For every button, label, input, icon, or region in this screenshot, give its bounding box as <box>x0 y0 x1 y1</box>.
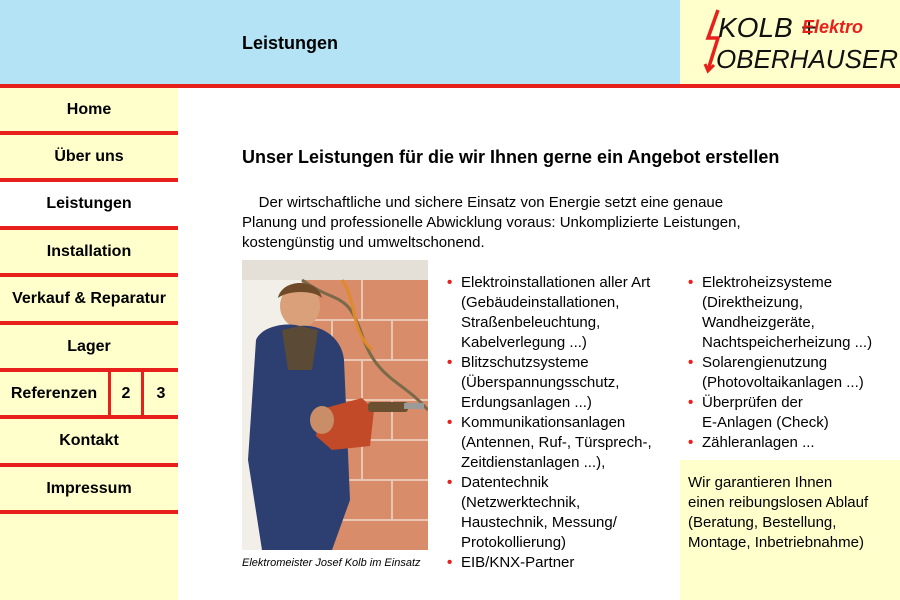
service-detail: Erdungsanlagen ...) <box>461 394 592 411</box>
guarantee-text <box>688 473 868 553</box>
service-detail: Zeitdienstanlagen ...), <box>461 454 606 471</box>
photo-caption: Elektromeister Josef Kolb im Einsatz <box>242 557 421 569</box>
nav-ueber-uns[interactable]: Über uns <box>0 135 178 178</box>
service-title: • Datentechnik <box>461 474 549 491</box>
intro-line: Der wirtschaftliche und sichere Einsatz von Energie setzt eine genaue <box>242 194 724 211</box>
nav-installation[interactable]: Installation <box>0 230 178 273</box>
service-detail: Straßenbeleuchtung, <box>461 314 601 331</box>
service-item <box>688 353 872 393</box>
service-detail: (Überspannungsschutz, <box>461 374 620 391</box>
service-item <box>447 553 652 573</box>
content-heading: Unser Leistungen für die wir Ihnen gerne ein Angebot erstellen <box>242 147 780 167</box>
service-title: • Elektroinstallationen aller Art <box>461 274 651 291</box>
service-detail: (Photovoltaikanlagen ...) <box>702 374 864 391</box>
service-detail: Wandheizgeräte, <box>702 314 815 331</box>
service-item <box>688 273 872 353</box>
logo-line1: KOLB + <box>718 12 817 43</box>
guarantee-box <box>680 460 900 600</box>
nav-impressum[interactable]: Impressum <box>0 467 178 510</box>
service-detail: (Direktheizung, <box>702 294 803 311</box>
intro-line: kostengünstig und umweltschonend. <box>242 234 485 251</box>
service-detail: E-Anlagen (Check) <box>702 414 829 431</box>
nav-lager[interactable]: Lager <box>0 325 178 368</box>
intro-line: Planung und professionelle Abwicklung voraus: Unkomplizierte Leistungen, <box>242 214 741 231</box>
nav-kontakt[interactable]: Kontakt <box>0 419 178 463</box>
service-detail: (Netzwerktechnik, <box>461 494 581 511</box>
service-detail: Nachtspeicherheizung ...) <box>702 334 873 351</box>
service-detail: Kabelverlegung ...) <box>461 334 587 351</box>
service-title: • Elektroheizsysteme <box>702 274 833 291</box>
service-title: • Überprüfen der <box>702 394 803 411</box>
page-title: Leistungen <box>242 33 339 53</box>
nav-leistungen[interactable]: Leistungen <box>0 182 178 226</box>
logo-elektro: Elektro <box>802 17 864 37</box>
guarantee-line: einen reibungslosen Ablauf <box>688 494 869 511</box>
service-detail: (Gebäudeinstallationen, <box>461 294 620 311</box>
service-title: • EIB/KNX-Partner <box>461 554 575 571</box>
electrician-photo <box>242 260 428 550</box>
service-detail: Protokollierung) <box>461 534 567 551</box>
logo-graphic <box>680 0 900 84</box>
service-detail: Haustechnik, Messung/ <box>461 514 617 531</box>
nav-referenzen[interactable]: Referenzen <box>0 372 108 415</box>
service-title: • Blitzschutzsysteme <box>461 354 589 371</box>
service-item <box>688 393 872 433</box>
nav-divider <box>0 510 178 514</box>
service-item <box>688 433 872 453</box>
service-title: • Kommunikationsanlagen <box>461 414 626 431</box>
company-logo[interactable] <box>680 0 900 84</box>
guarantee-line: Montage, Inbetriebnahme) <box>688 534 864 551</box>
service-item <box>447 473 652 553</box>
services-list-left <box>447 273 652 573</box>
guarantee-line: Wir garantieren Ihnen <box>688 474 833 491</box>
guarantee-line: (Beratung, Bestellung, <box>688 514 837 531</box>
logo-line2: OBERHAUSER <box>716 44 899 74</box>
intro-paragraph <box>242 193 822 253</box>
nav-home[interactable]: Home <box>0 88 178 131</box>
services-list-right <box>688 273 872 453</box>
service-item <box>447 353 652 413</box>
service-title: • Solarengienutzung <box>702 354 828 371</box>
service-item <box>447 273 652 353</box>
nav-referenzen-row <box>0 372 178 415</box>
service-item <box>447 413 652 473</box>
service-detail: (Antennen, Ruf-, Türsprech-, <box>461 434 652 451</box>
nav-referenzen-page-3[interactable]: 3 <box>144 372 178 415</box>
service-title: • Zähleranlagen ... <box>702 434 815 451</box>
nav-referenzen-page-2[interactable]: 2 <box>111 372 141 415</box>
nav-verkauf-reparatur[interactable]: Verkauf & Reparatur <box>0 277 178 321</box>
